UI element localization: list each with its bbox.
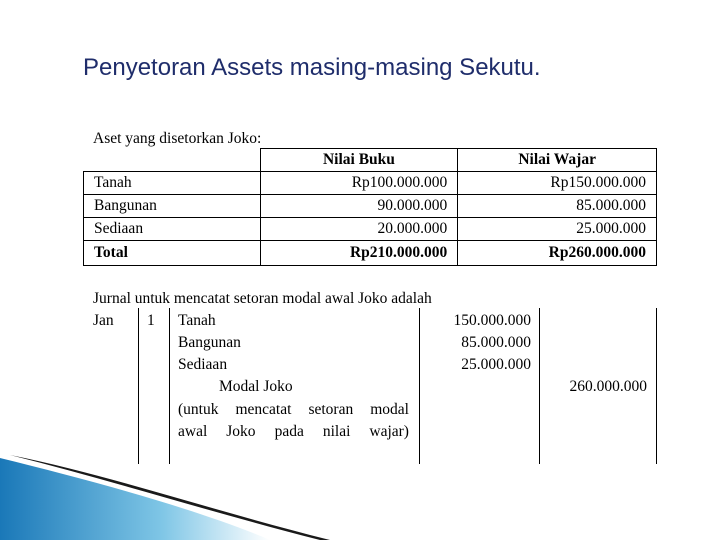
debit-amount: 150.000.000 [453, 312, 531, 329]
total-fair-value: Rp260.000.000 [458, 241, 657, 266]
header-fair-value: Nilai Wajar [458, 149, 657, 172]
journal-month: Jan [93, 312, 114, 329]
journal-column-divider [539, 308, 540, 464]
table-row [84, 218, 657, 241]
book-value: 20.000.000 [260, 218, 458, 241]
book-value: 90.000.000 [260, 195, 458, 218]
fair-value: Rp150.000.000 [458, 172, 657, 195]
credit-account: Modal Joko [219, 378, 293, 395]
header-blank [84, 149, 261, 172]
journal-column-divider [656, 308, 657, 464]
note-word: nilai [322, 423, 351, 440]
debit-amount: 25.000.000 [461, 356, 531, 373]
header-book-value: Nilai Buku [260, 149, 458, 172]
journal-column-divider [419, 308, 420, 464]
decorative-swoosh [0, 440, 330, 540]
note-word: awal [178, 423, 208, 440]
asset-table [83, 148, 657, 266]
journal-note-line-1 [178, 399, 409, 421]
note-word: (untuk [178, 401, 219, 418]
journal-day: 1 [147, 312, 155, 329]
debit-amount: 85.000.000 [461, 334, 531, 351]
note-word: wajar) [369, 423, 409, 440]
fair-value: 25.000.000 [458, 218, 657, 241]
row-label: Sediaan [84, 218, 261, 241]
note-word: Joko [226, 423, 256, 440]
journal-caption: Jurnal untuk mencatat setoran modal awal Joko adalah [93, 290, 432, 307]
note-word: modal [370, 401, 409, 418]
debit-account: Sediaan [178, 356, 228, 373]
fair-value: 85.000.000 [458, 195, 657, 218]
total-row [84, 241, 657, 266]
debit-account: Tanah [178, 312, 216, 329]
credit-amount: 260.000.000 [569, 378, 647, 395]
row-label: Bangunan [84, 195, 261, 218]
book-value: Rp100.000.000 [260, 172, 458, 195]
debit-account: Bangunan [178, 334, 241, 351]
total-book-value: Rp210.000.000 [260, 241, 458, 266]
asset-table-header [84, 149, 657, 172]
row-label: Tanah [84, 172, 261, 195]
slide-title: Penyetoran Assets masing-masing Sekutu. [83, 54, 541, 81]
table-row [84, 195, 657, 218]
note-word: setoran [308, 401, 354, 418]
note-word: mencatat [235, 401, 292, 418]
note-word: pada [274, 423, 304, 440]
table-row [84, 172, 657, 195]
asset-table-caption: Aset yang disetorkan Joko: [93, 130, 262, 147]
total-label: Total [84, 241, 261, 266]
